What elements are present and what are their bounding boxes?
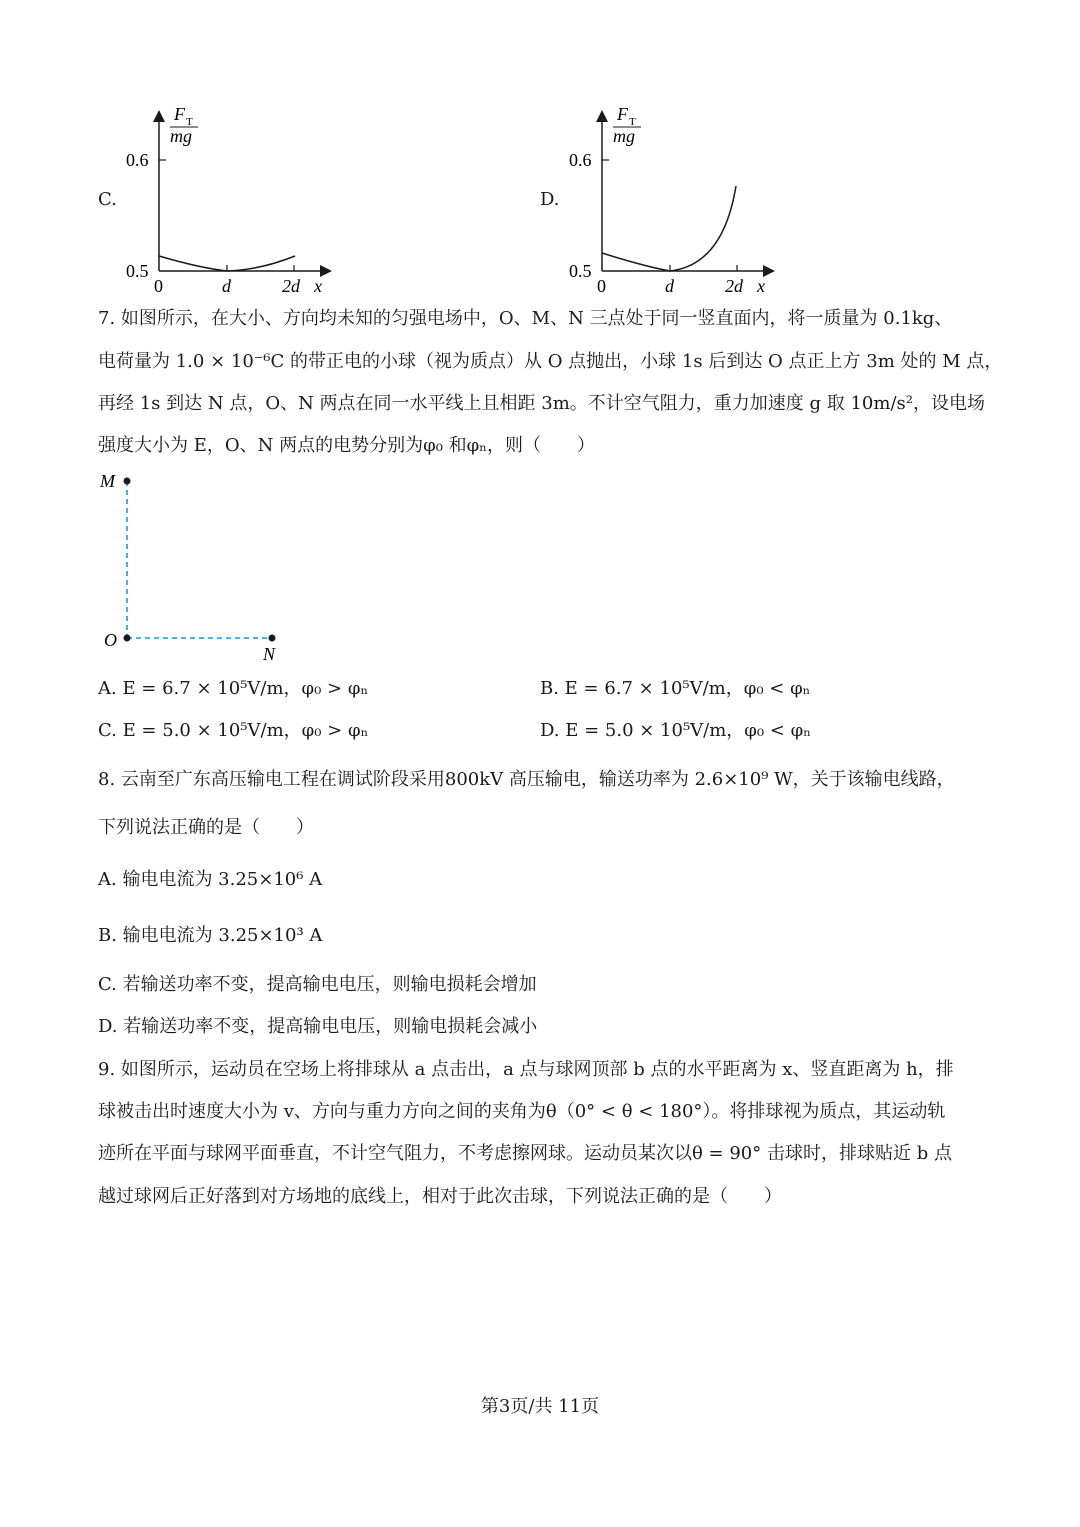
q7-line-1: 7. 如图所示，在大小、方向均未知的匀强电场中，O、M、N 三点处于同一竖直面内，将一质量为 0.1kg、 [98, 308, 953, 329]
q8-option-a: A. 输电电流为 3.25×10⁶ A [98, 869, 323, 890]
q8-option-c: C. 若输送功率不变，提高输电电压，则输电损耗会增加 [98, 974, 537, 995]
q8-line-2: 下列说法正确的是（ ） [98, 817, 314, 838]
point-o [124, 635, 131, 642]
graph-c-y-den: mg [170, 126, 192, 146]
graph-d-y-tick-bottom: 0.5 [569, 261, 592, 281]
graph-c-x-label: x [314, 276, 322, 296]
q7-option-d: D. E = 5.0 × 10⁵V/m，φ₀ < φₙ [540, 720, 812, 741]
graph-d [563, 100, 783, 300]
page-footer: 第3页/共 11页 [480, 1396, 600, 1417]
graph-d-x-tick-d: d [665, 276, 674, 296]
graph-d-y-den: mg [613, 126, 635, 146]
q7-option-b: B. E = 6.7 × 10⁵V/m，φ₀ < φₙ [540, 678, 811, 699]
q7-option-c: C. E = 5.0 × 10⁵V/m，φ₀ > φₙ [98, 720, 369, 741]
option-d-label: D. [540, 189, 560, 210]
q7-line-2: 电荷量为 1.0 × 10⁻⁶C 的带正电的小球（视为质点）从 O 点抛出，小球 1s 后到达 O 点正上方 3m 处的 M 点， [98, 351, 1003, 372]
graph-d-y-tick-top: 0.6 [569, 150, 592, 170]
q8-option-d: D. 若输送功率不变，提高输电电压，则输电损耗会减小 [98, 1016, 538, 1037]
graph-d-curve [602, 186, 736, 271]
graph-c-y-num: F [174, 104, 185, 124]
q7-line-3: 再经 1s 到达 N 点，O、N 两点在同一水平线上且相距 3m。不计空气阻力，重力加速度 g 取 10m/s²，设电场 [98, 393, 985, 414]
graph-d-y-num-sub: T [629, 116, 636, 128]
option-c-label: C. [98, 189, 117, 210]
graph-c-y-tick-top: 0.6 [126, 150, 149, 170]
q9-line-1: 9. 如图所示，运动员在空场上将排球从 a 点击出，a 点与球网顶部 b 点的水平距离为 x、竖直距离为 h，排 [98, 1059, 954, 1080]
q9-line-4: 越过球网后正好落到对方场地的底线上，相对于此次击球，下列说法正确的是（ ） [98, 1186, 782, 1207]
graph-d-y-num: F [617, 104, 628, 124]
graph-c-x-tick-d: d [222, 276, 231, 296]
graph-c-x-tick-0: 0 [154, 276, 163, 296]
graph-d-x-tick-0: 0 [597, 276, 606, 296]
label-o: O [104, 630, 117, 650]
graph-c [120, 100, 340, 300]
q7-figure [90, 465, 310, 670]
point-m [124, 478, 131, 485]
label-m: M [100, 471, 115, 491]
graph-c-x-tick-2d: 2d [282, 276, 300, 296]
q7-line-4: 强度大小为 E，O、N 两点的电势分别为φ₀ 和φₙ，则（ ） [98, 435, 596, 456]
q9-line-3: 迹所在平面与球网平面垂直，不计空气阻力，不考虑擦网球。运动员某次以θ = 90° 击球时，排球贴近 b 点 [98, 1143, 952, 1164]
point-n [269, 635, 276, 642]
q8-line-1: 8. 云南至广东高压输电工程在调试阶段采用800kV 高压输电，输送功率为 2.6×10⁹ W，关于该输电线路， [98, 769, 955, 790]
q9-line-2: 球被击出时速度大小为 v、方向与重力方向之间的夹角为θ（0° < θ < 180°）。将排球视为质点，其运动轨 [98, 1101, 946, 1122]
q7-option-a: A. E = 6.7 × 10⁵V/m，φ₀ > φₙ [98, 678, 369, 699]
graph-d-x-tick-2d: 2d [725, 276, 743, 296]
graph-d-x-label: x [757, 276, 765, 296]
label-n: N [263, 644, 276, 664]
graph-c-y-tick-bottom: 0.5 [126, 261, 149, 281]
graph-c-y-num-sub: T [186, 116, 193, 128]
q8-option-b: B. 输电电流为 3.25×10³ A [98, 925, 323, 946]
